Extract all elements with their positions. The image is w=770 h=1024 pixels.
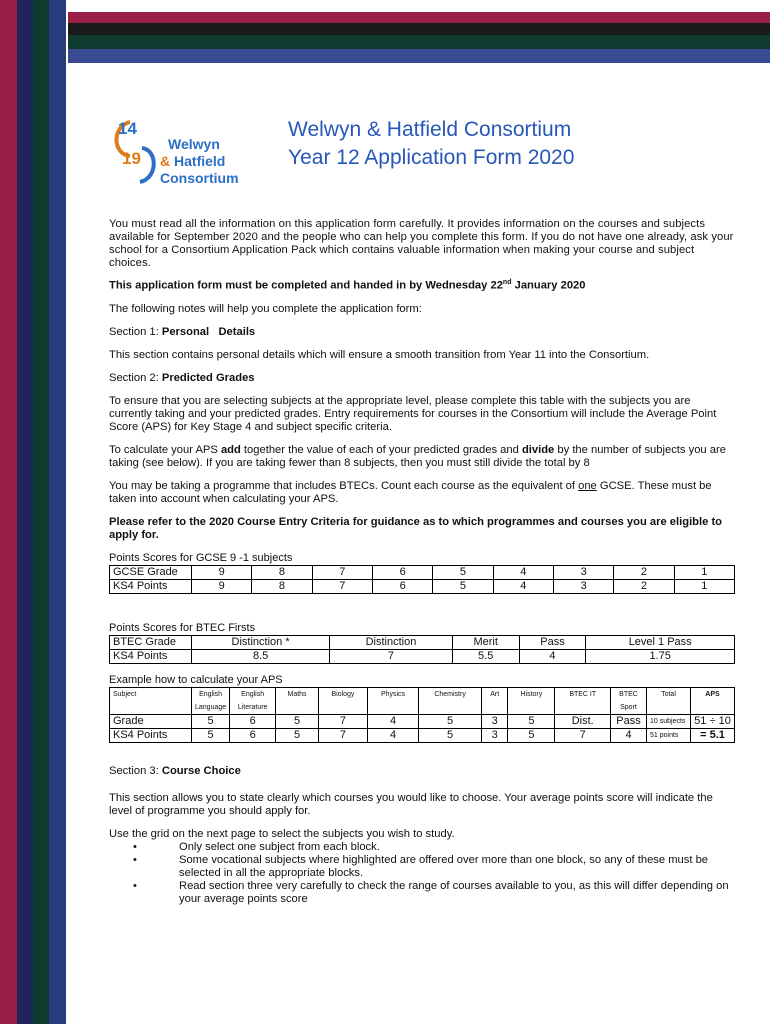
stripe-crimson [0,0,17,1024]
table-cell: 2 [614,579,674,593]
section2-text3-a: You may be taking a programme that includes BTECs. Count each course as the equivalent of [109,479,579,492]
table-row [110,635,735,649]
table-row [110,649,735,663]
table-header-cell: English Literature [230,687,276,714]
section3-bullets [127,841,735,906]
table-cell: 5 [419,714,482,728]
deadline-sup: nd [502,279,512,286]
table-cell: 7 [318,728,367,742]
table-cell: 5 [508,714,555,728]
logo-badge-top: 14 [118,119,137,138]
section2-text2-add: add [220,443,241,456]
logo-line1: Welwyn [168,136,220,152]
section2-text2-divide: divide [521,443,555,456]
table-cell: 9 [192,579,252,593]
section2-text2 [109,444,735,470]
gcse-table-title: Points Scores for GCSE 9 -1 subjects [109,551,293,564]
table-cell: 4 [368,728,419,742]
notes-intro: The following notes will help you complete the application form: [109,302,422,315]
table-cell: = 5.1 [691,728,735,742]
section2-text2-a: To calculate your APS [109,443,221,456]
table-header-cell: APS [691,687,735,714]
table-header-cell: Maths [276,687,319,714]
table-header-cell: Subject [110,687,192,714]
table-cell: 7 [318,714,367,728]
table-cell: 5 [192,714,230,728]
table-header-cell: Total [647,687,691,714]
table-cell: 1 [674,565,734,579]
table-row [110,687,735,714]
table-cell: 3 [482,714,508,728]
section2-text3-one: one [578,479,597,492]
section3-heading [109,765,735,778]
intro-paragraph: You must read all the information on this application form carefully. It provides information on the courses and subjects available for September 2020 and the people who can help you complete this form. If you do not have one already, ask your school for a Consortium Application Pack which contains valuable information when making your course and subject choices. [109,218,734,269]
section2-text2-c: together the value of each of your predicted grades and [240,443,522,456]
table-cell: 3 [553,565,613,579]
section3-text1: This section allows you to state clearly which courses you would like to choose. Your average points score will indicate the level of programme you should apply for. [109,791,713,817]
stripe-navy [17,0,33,1024]
section2-text3-c: GCSE. These must be taken into account when calculating your APS. [109,479,712,505]
gcse-points-table [109,565,735,594]
list-item: • Read section three very carefully to check the range of courses available to you, as this will differ depending on your average points score [127,880,735,906]
table-cell: 3 [553,579,613,593]
table-cell: 10 subjects [647,714,691,728]
table-cell: KS4 Points [110,579,192,593]
table-cell: Distinction [330,635,453,649]
stripe-darkgreen [33,0,49,1024]
document-body [109,218,735,906]
table-cell: BTEC Grade [110,635,192,649]
table-cell: Pass [519,635,586,649]
stripe-darkblue [49,0,66,1024]
table-row [110,728,735,742]
section2-name: Predicted Grades [161,371,255,384]
section1-name: Personal Details [161,325,256,338]
section2-text4: Please refer to the 2020 Course Entry Criteria for guidance as to which programmes and courses you are eligible to apply for. [109,515,723,541]
table-cell: 1 [674,579,734,593]
table-cell: 6 [372,579,432,593]
table-cell: GCSE Grade [110,565,192,579]
table-header-cell: History [508,687,555,714]
table-cell: Dist. [555,714,611,728]
table-cell: 3 [482,728,508,742]
table-cell: 7 [312,579,372,593]
table-cell: 5 [419,728,482,742]
section1-heading [109,326,735,339]
section1-label: Section 1: [109,325,162,338]
section1-text: This section contains personal details which will ensure a smooth transition from Year 11 into the Consortium. [109,348,650,361]
table-header-cell: English Language [192,687,230,714]
section2-text1: To ensure that you are selecting subjects at the appropriate level, please complete this table with the subjects you are currently taking and your predicted grades. Entry requirements for courses in the Consortium will include the Average Point Score (APS) for Key Stage 4 and subject specific criteria. [109,394,717,433]
table-cell: 6 [372,565,432,579]
table-cell: 5 [192,728,230,742]
deadline-pre: This application form must be completed and handed in by Wednesday 22 [109,279,503,292]
example-table-title: Example how to calculate your APS [109,673,283,686]
table-row [110,579,735,593]
table-header-cell: BTEC Sport [611,687,647,714]
table-cell: 8.5 [192,649,330,663]
section3-name: Course Choice [161,764,241,777]
table-cell: 4 [611,728,647,742]
table-cell: 4 [493,579,553,593]
table-header-cell: Physics [368,687,419,714]
logo-badge-icon [110,112,164,192]
table-cell: 2 [614,565,674,579]
table-cell: 4 [519,649,586,663]
btec-table-title: Points Scores for BTEC Firsts [109,621,256,634]
table-cell: 51 points [647,728,691,742]
section2-text2-e: by the number of subjects you are taking (see below). If you are taking fewer than 8 subjects, then you must still divide the total by 8 [109,443,726,469]
table-cell: 5.5 [452,649,519,663]
table-cell: 7 [555,728,611,742]
table-header-cell: Art [482,687,508,714]
deadline-notice [109,276,735,293]
logo-ampersand: & [160,153,171,169]
table-cell: 1.75 [586,649,735,663]
logo-wordmark [160,136,239,187]
list-item: • Some vocational subjects where highlighted are offered over more than one block, so any of these must be selected in all the appropriate blocks. [127,854,735,880]
table-cell: KS4 Points [110,649,192,663]
title-line2: Year 12 Application Form 2020 [288,146,575,169]
table-cell: 4 [368,714,419,728]
table-cell: 5 [433,565,493,579]
table-header-cell: Chemistry [419,687,482,714]
table-cell: 8 [252,565,312,579]
table-cell: 5 [276,728,319,742]
stripe-top-green [68,35,770,49]
table-cell: 5 [276,714,319,728]
list-item: • Only select one subject from each block. [127,841,735,854]
table-cell: 5 [433,579,493,593]
table-row [110,714,735,728]
logo-badge-bottom: 19 [122,149,141,168]
page-title [288,116,574,172]
table-cell: 6 [230,714,276,728]
table-cell: 7 [330,649,453,663]
table-cell: 6 [230,728,276,742]
table-cell: 8 [252,579,312,593]
stripe-top-crimson [68,12,770,23]
stripe-top-blue [68,49,770,63]
table-cell: Level 1 Pass [586,635,735,649]
table-header-cell: Biology [318,687,367,714]
table-cell: 9 [192,565,252,579]
table-row [110,565,735,579]
section2-text3 [109,480,735,506]
table-header-cell: BTEC IT [555,687,611,714]
table-cell: Distinction * [192,635,330,649]
table-cell: 5 [508,728,555,742]
table-cell: 4 [493,565,553,579]
logo-line3: Consortium [160,170,239,186]
section2-heading [109,372,735,385]
stripe-gap [66,0,68,1024]
logo-line2: Hatfield [174,153,226,169]
btec-points-table [109,635,735,664]
deadline-post: January 2020 [511,279,586,292]
section3-text2: Use the grid on the next page to select the subjects you wish to study. [109,827,455,840]
section3-label: Section 3: [109,764,162,777]
table-cell: Merit [452,635,519,649]
example-aps-table [109,687,735,743]
stripe-top-black [68,23,770,35]
table-cell: KS4 Points [110,728,192,742]
consortium-logo [110,112,260,192]
table-cell: 51 ÷ 10 [691,714,735,728]
table-cell: Pass [611,714,647,728]
table-cell: 7 [312,565,372,579]
table-cell: Grade [110,714,192,728]
title-line1: Welwyn & Hatfield Consortium [288,118,572,141]
section2-label: Section 2: [109,371,162,384]
